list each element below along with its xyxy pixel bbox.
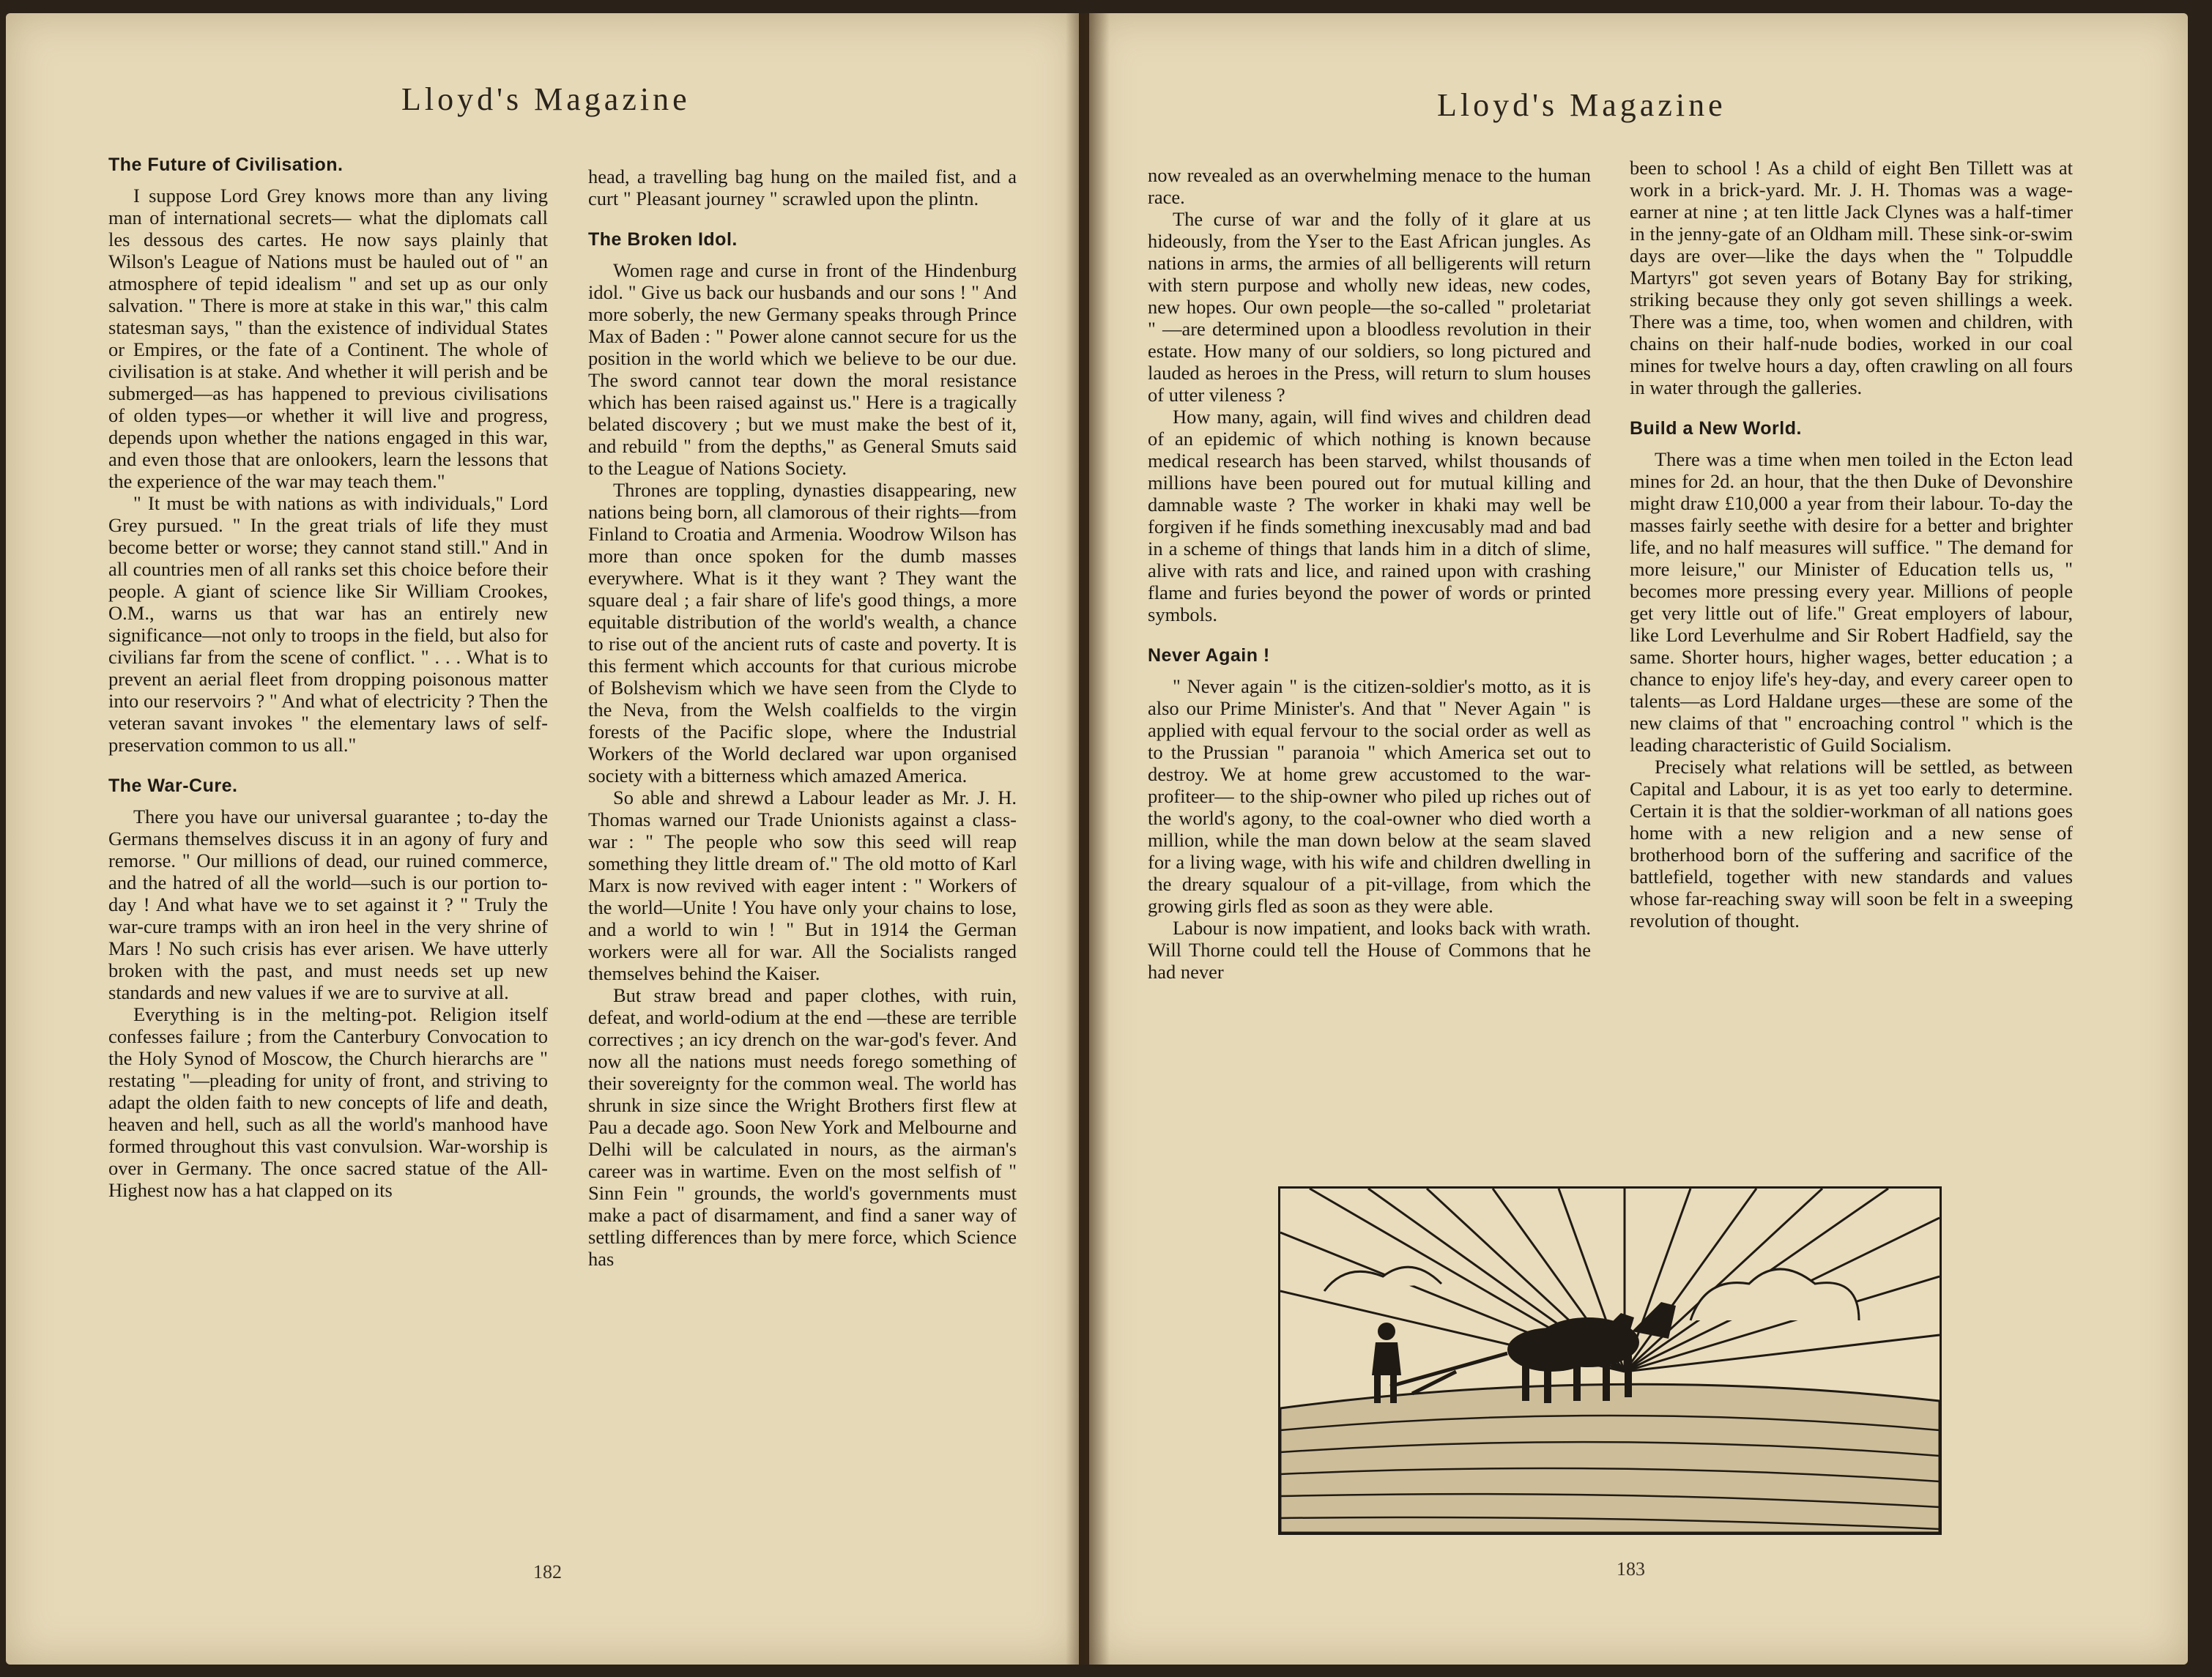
paragraph: head, a travelling bag hung on the mailed fist, and a curt " Pleasant journey " scrawled upon the plintn. [588,166,1017,209]
paragraph: Precisely what relations will be settled, as between Capital and Labour, it is as yet too early to determine. Certain it is that the soldier-workman of all nations goes home with a new religion and a new sense of brotherhood born of the suffering and sacrifice of the battlefield, together with new standards and values whose far-reaching sway will soon be felt in a sweeping revolution of thought. [1630,756,2073,932]
page-number-left: 182 [533,1561,562,1583]
paragraph: There was a time when men toiled in the Ecton lead mines for 2d. an hour, that the then Duke of Devonshire might draw £10,000 a year from their labour. To-day the masses fairly seethe with desire for a better and brighter life, and no half measures will suffice. " The demand for more leisure," our Minister of Education tells us, " becomes more pressing every year. Millions of people get very little out of life." Great employers of labour, like Lord Leverhulme and Sir Robert Hadfield, say the same. Shorter hours, higher wages, better education ; a chance to enjoy life's hey-day, and every career open to talents—as Lord Haldane urges—these are some of the new claims of that " encroaching control " which is the leading characteristic of Guild Socialism. [1630,448,2073,756]
right-column-2 [1630,157,2073,932]
section-heading: Build a New World. [1630,418,1802,439]
page-number-right: 183 [1617,1558,1645,1580]
paragraph: Everything is in the melting-pot. Religion itself confesses failure ; from the Canterbury Convocation to the Holy Synod of Moscow, the Church hierarchs are " restating "—pleading for unity of front, and striving to adapt the olden faith to new concepts of life and death, heaven and hell, such as all the world's manhood have formed throughout this vast convulsion. War-worship is over in Germany. The once sacred statue of the All-Highest now has a hat clapped on its [108,1003,548,1201]
paragraph: " Never again " is the citizen-soldier's motto, as it is also our Prime Minister's. And that " Never Again " is applied with equal fervour to the social order as well as to the Prussian " paranoia " which America set out to destroy. We at home grew accustomed to the war-profiteer— to the ship-owner who piled up riches out of the world's agony, to the coal-owner who died worth a million, while the man down below at the seam slaved for a living wage, with his wife and children dwelling in the dreary squalour of a pit-village, from which the growing girls fled as soon as they were able. [1148,675,1591,917]
section-heading: The Broken Idol. [588,229,738,250]
paragraph: The curse of war and the folly of it glare at us hideously, from the Yser to the East African jungles. As nations in arms, the armies of all belligerents will return with stern purpose and wholly new ideas, new codes, new hopes. Our own people—the so-called " proletariat " —are determined upon a bloodless revolution in their estate. How many of our soldiers, so long pictured and lauded as heroes in the Press, will return to slum houses of utter vileness ? [1148,208,1591,406]
page-header-right: Lloyd's Magazine [1437,87,1726,123]
paragraph: I suppose Lord Grey knows more than any living man of international secrets— what the diplomats call les dessous des cartes. He now says plainly that Wilson's League of Nations must be hauled out of " an atmosphere of tepid idealism " and set up as our only salvation. " There is more at stake in this war," this calm statesman says, " than the existence of individual States or Empires, or the fate of a Continent. The whole of civilisation is at stake. And whether it will perish and be submerged—as has happened to previous civilisations of olden types—or whether it will live and progress, depends upon whether the nations engaged in this war, and even those that are onlookers, learn the lessons that the experience of the war may teach them." [108,185,548,492]
paragraph: Labour is now impatient, and looks back with wrath. Will Thorne could tell the House of Commons that he had never [1148,917,1591,983]
paragraph: been to school ! As a child of eight Ben Tillett was at work in a brick-yard. Mr. J. H. Thomas was a wage-earner at nine ; at ten little Jack Clynes was a half-timer in the jenny-gate of an Oldham mill. These sink-or-swim days are over—like the days when the " Tolpuddle Martyrs" got seven years of Botany Bay for striking, striking because they only got seven shillings a week. There was a time, too, when women and children, with chains on their half-nude bodies, worked in our coal mines for twelve hours a day, often crawling on all fours in water through the galleries. [1630,157,2073,398]
book-gutter [1066,13,1110,1665]
page-header-left: Lloyd's Magazine [401,81,691,117]
paragraph: now revealed as an overwhelming menace to the human race. [1148,164,1591,208]
paragraph-gap [588,209,1017,228]
left-column-2 [588,166,1017,1270]
paragraph-gap [1630,398,2073,417]
left-page [6,13,1079,1665]
paragraph: How many, again, will find wives and children dead of an epidemic of which nothing is known because medical research has been starved, whilst thousands of millions have been poured out for mutual killing and damnable waste ? The worker in khaki may well be forgiven if he finds something inexcusably mad and bad in a scheme of things that lands him in a ditch of slime, alive with rats and lice, and rained upon with crashing flame and furies beyond the power of words or printed symbols. [1148,406,1591,625]
paragraph-gap [1148,625,1591,644]
paragraph: Thrones are toppling, dynasties disappearing, new nations being born, all clamorous of their rights—from Finland to Croatia and Armenia. Woodrow Wilson has more than once spoken for the dumb masses everywhere. What is it they want ? They want the square deal ; a fair share of life's good things, a more equitable distribution of the world's wealth, a chance to rise out of the ancient ruts of caste and poverty. It is this ferment which accounts for that curious microbe of Bolshevism which we have seen from the Clyde to the Neva, from the Welsh coalfields to the virgin forests of the Pacific slope, where the Industrial Workers of the World declared war upon organised society with a bitterness which amazed America. [588,479,1017,787]
ploughman-woodcut-icon [1278,1186,1942,1535]
paragraph: Women rage and curse in front of the Hindenburg idol. " Give us back our husbands and our sons ! " And more soberly, the new Germany speaks through Prince Max of Baden : " Power alone cannot secure for us the position in the world which we believe to be our due. The sword cannot tear down the moral resistance which has been raised against us." Here is a tragically belated discovery ; but we must make the best of it, and rebuild " from the depths," as General Smuts said to the League of Nations Society. [588,259,1017,479]
left-column-1 [108,154,548,1201]
paragraph: " It must be with nations as with individuals," Lord Grey pursued. " In the great trials of life they must become better or worse; they cannot stand still." And in all countries men of all ranks set this choice before their people. A giant of science like Sir William Crookes, O.M., warns us that war has an entirely new significance—not only to troops in the field, but also for civilians far from the scene of conflict. " . . . What is to prevent an aerial fleet from dropping poisonous matter into our reservoirs ? " And what of electricity ? Then the veteran savant invokes " the elementary laws of self-preservation common to us all." [108,492,548,756]
paragraph: There you have our universal guarantee ; to-day the Germans themselves discuss it in an agony of fury and remorse. " Our millions of dead, our ruined commerce, and the hatred of all the world—such is our portion to-day ! And what have we to set against it ? " Truly the war-cure tramps with an iron heel in the very shrine of Mars ! No such crisis has ever arisen. We have utterly broken with the past, and must needs set up new standards and new values if we are to survive at all. [108,806,548,1003]
section-heading: The War-Cure. [108,776,238,796]
section-heading: Never Again ! [1148,645,1270,666]
right-column-1 [1148,164,1591,983]
paragraph: But straw bread and paper clothes, with ruin, defeat, and world-odium at the end —these are terrible correctives ; an icy drench on the war-god's fever. And now all the nations must needs forego something of their sovereignty for the common weal. The world has shrunk in size since the Wright Brothers first flew at Pau a decade ago. Soon New York and Melbourne and Delhi will be calculated in nours, as the airman's career was in wartime. Even on the most selfish of " Sinn Fein " grounds, the world's governments must make a pact of disarmament, and find a saner way of settling differences than by mere force, which Science has [588,984,1017,1270]
paragraph: So able and shrewd a Labour leader as Mr. J. H. Thomas warned our Trade Unionists against a class-war : " The people who sow this seed will reap something they little dream of." The old motto of Karl Marx is now revived with eager intent : " Workers of the world—Unite ! You have only your chains to lose, and a world to win ! " But in 1914 the German workers were all for war. All the Socialists ranged themselves behind the Kaiser. [588,787,1017,984]
section-heading: The Future of Civilisation. [108,155,344,175]
paragraph-gap [108,756,548,775]
